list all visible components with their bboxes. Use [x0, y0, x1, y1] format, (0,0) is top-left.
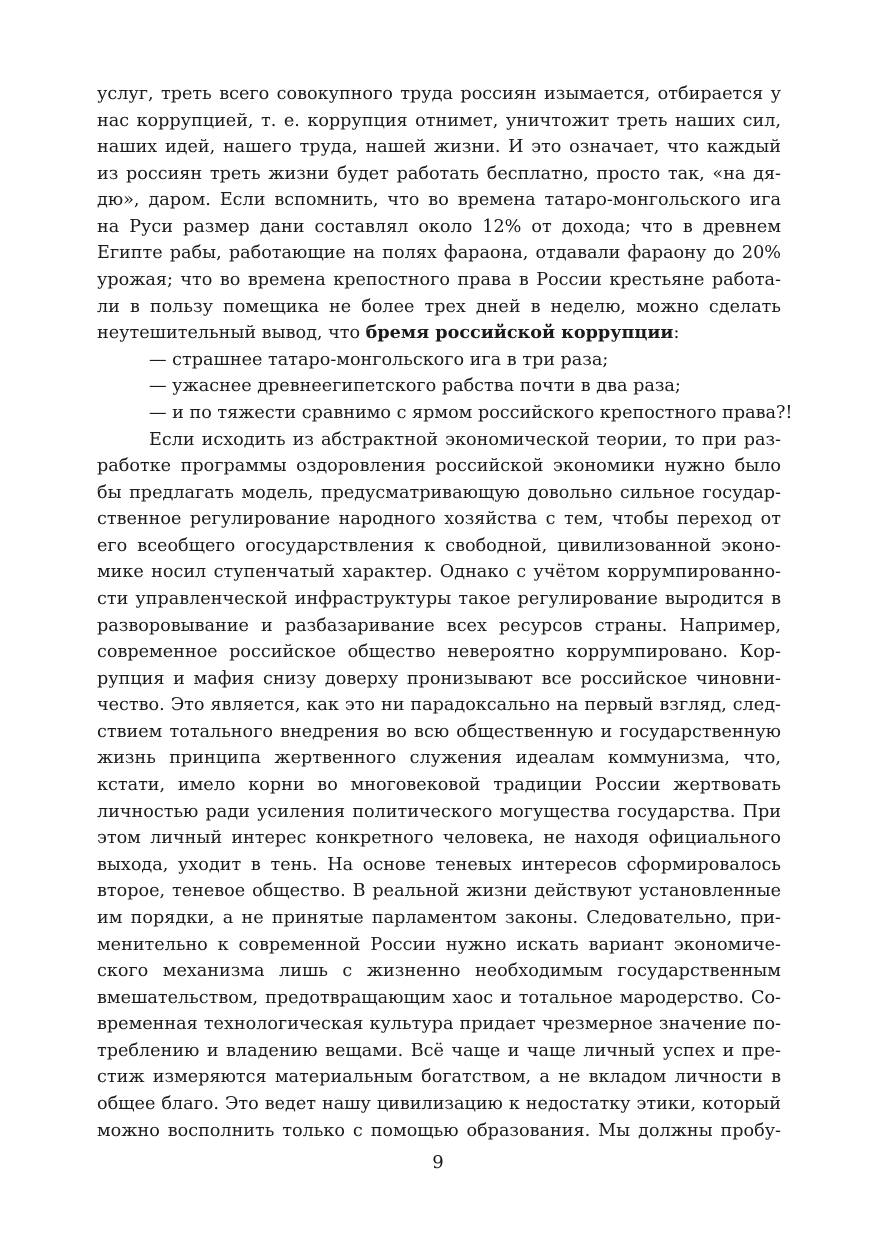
text-line: треблению и владению вещами. Всё чаще и чаще личный успех и пре- [97, 1040, 781, 1061]
text-line: стиж измеряются материальным богатством, а не вкладом личности в [97, 1067, 781, 1088]
text-line: этом личный интерес конкретного человека, не находя официального [97, 828, 781, 849]
text-line: наших идей, нашего труда, нашей жизни. И это означает, что каждый [97, 137, 781, 158]
text-line: из россиян треть жизни будет работать бесплатно, просто так, «на дя- [97, 163, 781, 184]
text-line: личностью ради усиления политического могущества государства. При [97, 801, 781, 822]
text-line: рупция и мафия снизу доверху пронизывают все российское чиновни- [97, 668, 781, 689]
text-line: нас коррупцией, т. е. коррупция отнимет, уничтожит треть наших сил, [97, 110, 781, 131]
text-line: второе, теневое общество. В реальной жизни действуют установленные [97, 881, 781, 902]
text-line: на Руси размер дани составлял около 12% от дохода; что в древнем [97, 216, 781, 237]
text-line: кстати, имело корни во многовековой традиции России жертвовать [97, 775, 781, 796]
text-line: разворовывание и разбазаривание всех ресурсов страны. Например, [97, 615, 781, 636]
text-line: урожая; что во времена крепостного права в России крестьяне работа- [97, 270, 781, 291]
text-line: мике носил ступенчатый характер. Однако с учётом коррумпированно- [97, 562, 781, 583]
text-line: им порядки, а не принятые парламентом законы. Следовательно, при- [97, 907, 781, 928]
text-line: услуг, треть всего совокупного труда россиян изымается, отбирается у [97, 84, 781, 104]
text-line: современное российское общество невероятно коррумпировано. Кор- [97, 642, 781, 663]
text-line: его всеобщего огосударствления к свободной, цивилизованной эконо- [97, 535, 781, 556]
text-line: бы предлагать модель, предусматривающую довольно сильное государ- [97, 482, 781, 503]
text-line: общее благо. Это ведет нашу цивилизацию к недостатку этики, который [97, 1093, 781, 1114]
list-item: — страшнее татаро-монгольского ига в три раза; [149, 349, 609, 370]
conclusion-bold: бремя российской коррупции [365, 322, 674, 344]
text-line: ствием тотального внедрения во всю общественную и государственную [97, 721, 781, 742]
text-line: сти управленческой инфраструктуры такое регулирование выродится в [97, 588, 781, 609]
page-number: 9 [432, 1152, 444, 1173]
text-line: Если исходить из абстрактной экономической теории, то при раз- [149, 429, 781, 450]
text-line: временная технологическая культура придает чрезмерное значение по- [97, 1014, 781, 1035]
list-item: — и по тяжести сравнимо с ярмом российского крепостного права?! [149, 402, 793, 423]
text-line: ственное регулирование народного хозяйства с тем, чтобы переход от [97, 509, 781, 530]
text-line: менительно к современной России нужно искать вариант экономиче- [97, 934, 781, 955]
text-line: ли в пользу помещика не более трех дней в неделю, можно сделать [97, 296, 781, 317]
conclusion-line [97, 320, 781, 347]
text-line: вмешательством, предотвращающим хаос и тотальное мародерство. Со- [97, 987, 781, 1008]
text-line: работке программы оздоровления российской экономики нужно было [97, 456, 781, 477]
text-line: дю», даром. Если вспомнить, что во времена татаро-монгольского ига [97, 190, 781, 211]
text-line: жизнь принципа жертвенного служения идеалам коммунизма, что, [97, 748, 781, 769]
text-line: ского механизма лишь с жизненно необходимым государственным [97, 961, 781, 982]
text-line: Египте рабы, работающие на полях фараона, отдавали фараону до 20% [97, 243, 781, 264]
text-line: выхода, уходит в тень. На основе теневых интересов сформировалось [97, 854, 781, 875]
conclusion-suffix: : [673, 323, 680, 344]
body-text [97, 81, 793, 1144]
list-item: — ужаснее древнеегипетского рабства почти в два раза; [149, 376, 681, 397]
conclusion-prefix: неутешительный вывод, что [97, 323, 366, 344]
text-line: чество. Это является, как это ни парадоксально на первый взгляд, след- [97, 695, 781, 716]
text-line: можно восполнить только с помощью образования. Мы должны пробу- [97, 1120, 781, 1141]
